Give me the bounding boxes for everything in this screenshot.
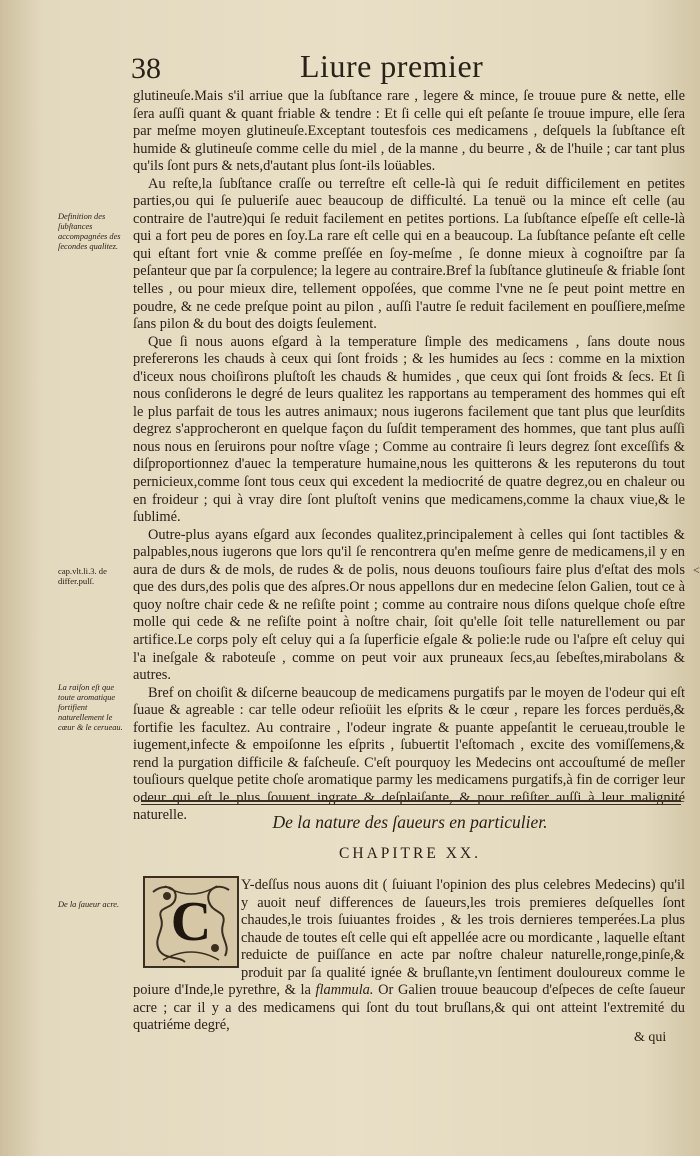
chapter-text: Y-deſſus nous auons dit ( ſuiuant l'opinion des plus celebres Medecins) qu'il y auoit neuf differences de ſaueurs,les trois premieres deſquelles ſont chaudes,le trois ſuiuantes froides , & les trois dernieres temperées.La plus chaude de toutes eſt celle qui eſt appellée acre ou mordicante , laquelle eſtant reduicte de puiſſance en acte par noſtre chaleur naturelle,ronge,pinſe,& produit par ſa qualité ignée & bruſlante,vn ſentiment douloureux comme le poiure d'Inde,le pyrethre, & la bbox=[133, 877, 685, 998]
drop-cap-ornament-icon bbox=[145, 878, 237, 966]
paragraph-5: Bref on choiſit & diſcerne beaucoup de medicamens purgatifs par le moyen de l'odeur qui eſt ſuaue & agreable : car telle odeur reſioüit les eſprits & le cœur , repare les forces perduës,& fortifie les facultez. Au contraire , l'odeur ingrate & puante appeſantit le cerueau,trouble le iugement,infecte & empoiſonne les eſprits , ſubuertit l'eſtomach , excite des vomiſſemens,& rend la purgation difficile & faſcheuſe. C'eſt pourquoy les Medecins ont accouſtumé de meſler touſiours quelque petite choſe aromatique parmy les medicamens purgatifs,à fin de corriger leur odeur qui eſt le plus ſouuent ingrate & deſplaiſante, & pour reſiſter auſſi à leur malignité naturelle. bbox=[133, 684, 685, 824]
paragraph-1: glutineuſe.Mais s'il arriue que la ſubſtance rare , legere & mince, ſe trouue pure & nette, elle ſera auſſi quant & quant friable & tendre : Et ſi celle qui eſt peſante ſe trouue impure, elle ſera par meſme moyen glutineuſe.Exceptant toutesfois ces medicamens , deſquels la ſubſtance eſt humide & glutineuſe comme celle du miel , de la manne , du beurre , & de l'huile ; car tant plus qu'ils ſont purs & nets,d'autant plus ſont-ils loüables. bbox=[133, 88, 685, 175]
paragraph-4: Outre-plus ayans eſgard aux ſecondes qualitez,principalement à celles qui ſont tactibles & palpables,nous iugerons que lors qu'il ſe rencontrera qu'en meſme genre de medicamens,il y en aura de durs & de mols, de rudes & de polis, nous deuons touſiours faire plus d'eſtat des mols que des durs,des polis que des aſpres.Or nous appellons dur en medecine ſelon Galien, tout ce à quoy noſtre chair cede & ne reſiſte point ; comme au contraire nous diſons quelque choſe eſtre molle qui cede & ne reſiſte point à noſtre chair, ſoit qu'elle ſoit telle naturellement ou par artifice.Le corps poly eſt celuy qui a ſa ſuperficie eſgale & polie:le rude ou l'aſpre eſt celuy qui l'a ineſgale & raboteuſe , comme on peut voir aux pruneaux ſecs,au ſebeſtes,mirabolans & autres. bbox=[133, 526, 685, 684]
running-title: Liure premier bbox=[300, 48, 484, 84]
edge-mark: < bbox=[693, 563, 700, 577]
paragraph-3: Que ſi nous auons eſgard à la temperature ſimple des medicamens , ſans doute nous prefererons les chauds à ceux qui ſont froids ; & les humides au ſecs : comme en la mixtion d'iceux nous choiſirons pluſtoſt les chauds & humides , que ceux qui ſont froids & ſecs. Et ſi nous conſiderons le degré de leurs qualitez les rapportans au temperament des hommes qui eſt le plus parfait de tous les autres animaux; nous iugerons facilement que tant plus que leurſdits degrez s'approcheront en quelque façon du ſuſdit temperament des hommes, que tant plus auſſi nous nous en ſeruirons pour noſtre vſage ; Comme au contraire ſi leurs degrez ſont exceſſifs & diſproportionnez d'auec la temperature humaine,nous les quitterons & les reputerons du tout pernicieux,comme ſont tous ceux qui excedent la mediocrité de quatre degrez,ou en chaleur ou en froideur ; qui à vray dire ſont pluſtoſt venins que medicamens,comme la chaux viue,& le ſublimé. bbox=[133, 333, 685, 526]
page-number: 38 bbox=[131, 52, 161, 85]
margin-note-aromatic: La raiſon eſt que toute aromatique fortifient naturellement le cœur & le cerueau. bbox=[58, 683, 123, 732]
chapter-text-end: Or Galien trouue beaucoup d'eſpeces de ceſte ſaueur acre ; car il y a des medicamens qui ſont du tout bruſlans,& qui ont atteint l'extremité du quatriéme degré, bbox=[133, 982, 685, 1033]
main-text-block bbox=[133, 88, 685, 825]
margin-note-definition: Definition des ſubſtances accompagnées des ſecondes qualitez. bbox=[58, 212, 121, 251]
section-rule bbox=[141, 800, 681, 805]
chapter-heading: CHAPITRE XX. bbox=[339, 845, 481, 862]
chapter-text-italic: flammula. bbox=[315, 982, 374, 998]
catchword: & qui bbox=[634, 1030, 667, 1045]
drop-cap-letter: C bbox=[170, 891, 212, 953]
paragraph-2: Au reſte,la ſubſtance craſſe ou terreſtre eſt celle-là qui ſe reduit difficilement en petites parties,ou qui ſe pulueriſe auec beaucoup de difficulté. La tenuë ou la mince eſt celle (au contraire de l'autre)qui ſe reduit facilement en petites portions. La ſubſtance eſpeſſe eſt celle-là qui a fort peu de pores en ſoy.La rare eſt celle qui en a beaucoup. La ſubſtance peſante eſt celle qui eſtant fort vnie & comme preſſée en ſoy-meſme , ſe donne mieux à cognoiſtre par ſa peſanteur que par ſa corpulence; la legere au contraire.Bref la ſubſtance glutineuſe & friable ſont telles , ou pour mieux dire, tellement oppoſées, que comme l'vne ne ſe peut point mettre en poudre, & ne cede preſque point au pilon , auſſi l'autre ſe reduit facilement en pouſſiere,meſme ſans pilon & du bout des doigts ſeulement. bbox=[133, 175, 685, 333]
ornamental-drop-cap bbox=[143, 876, 239, 968]
margin-note-citation: cap.vlt.li.3. de differ.pulſ. bbox=[58, 566, 107, 586]
margin-note-acre: De la ſaueur acre. bbox=[58, 900, 120, 909]
section-title: De la nature des ſaueurs en particulier. bbox=[272, 812, 548, 832]
